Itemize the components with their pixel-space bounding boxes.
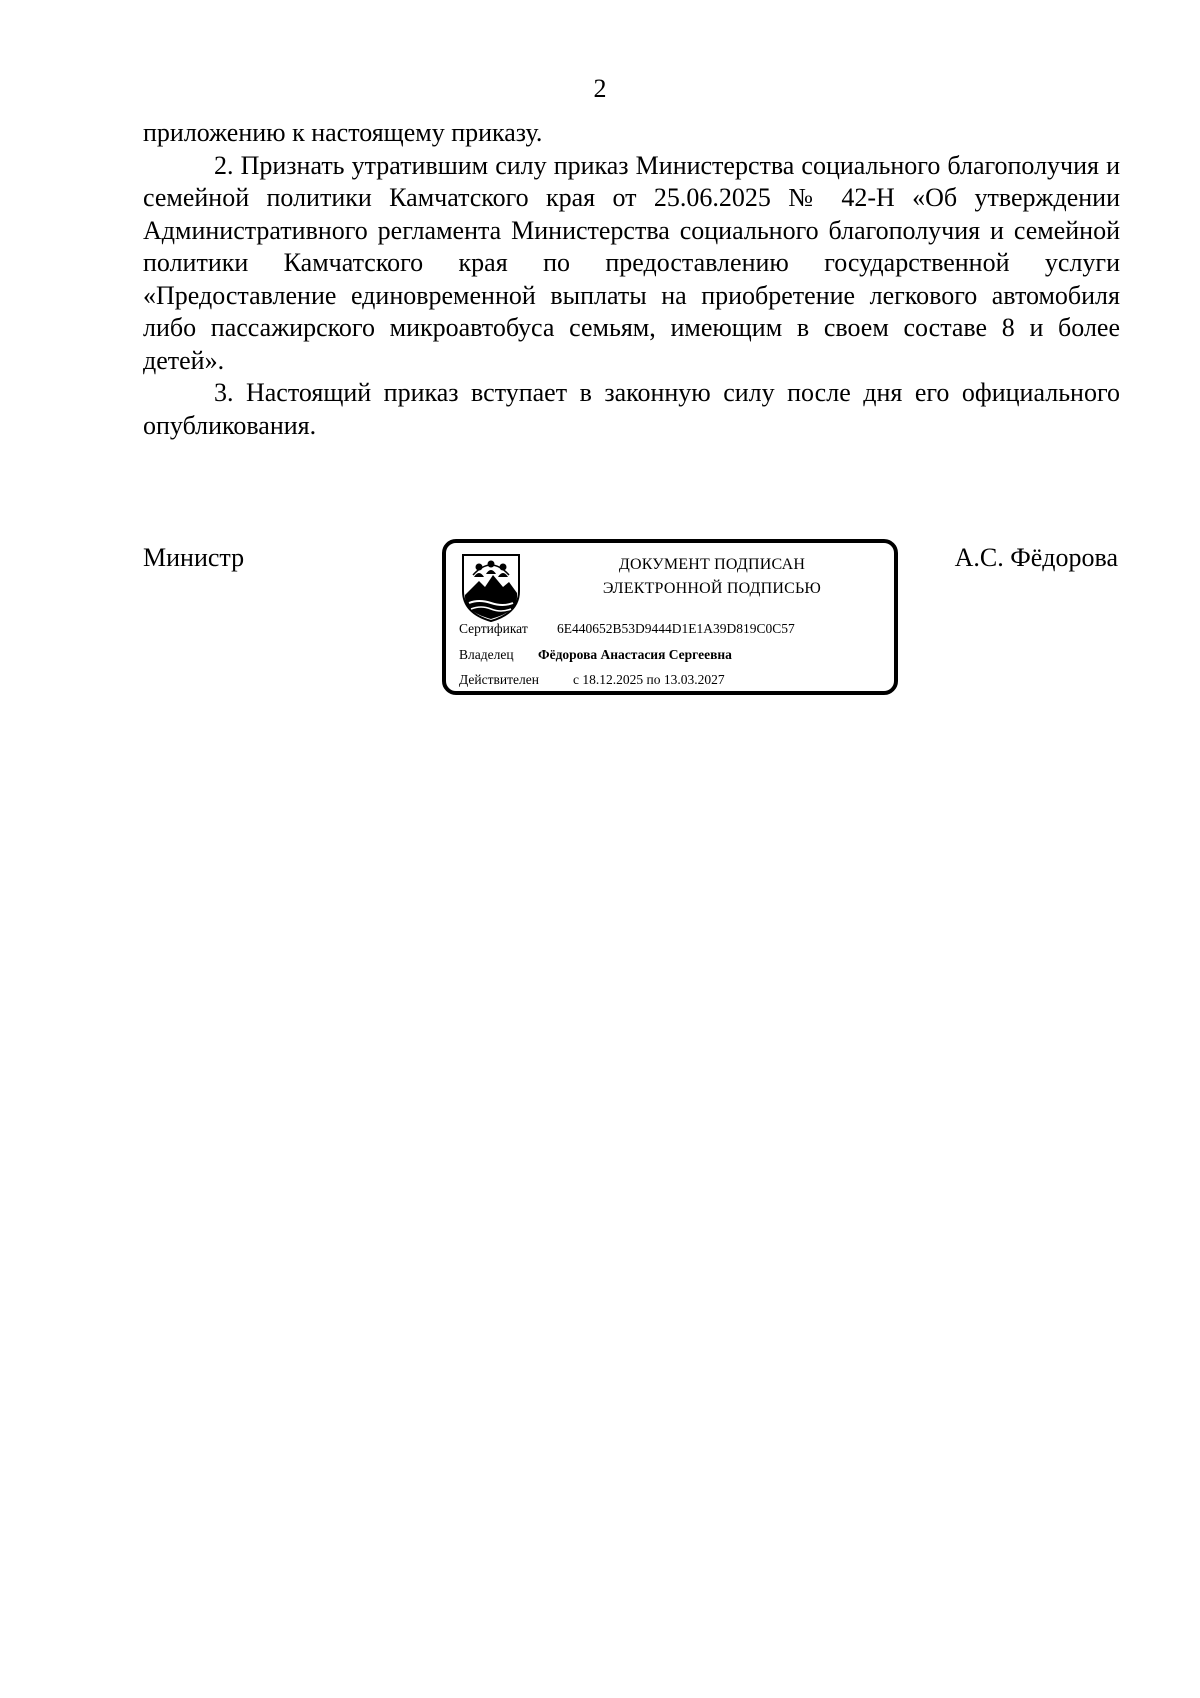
stamp-title-line-2: ЭЛЕКТРОННОЙ ПОДПИСЬЮ: [602, 580, 822, 597]
owner-value: Фёдорова Анастасия Сергеевна: [538, 647, 732, 662]
kamchatka-coat-of-arms-icon: [459, 551, 523, 623]
stamp-validity-row: [459, 671, 725, 689]
validity-label: Действителен: [459, 672, 539, 687]
validity-value: с 18.12.2025 по 13.03.2027: [573, 672, 725, 687]
stamp-owner-row: [459, 646, 732, 664]
paragraph-continuation: приложению к настоящему приказу.: [143, 118, 543, 147]
certificate-value: 6E440652B53D9444D1E1A39D819C0C57: [557, 621, 795, 636]
paragraph-item-3: 3. Настоящий приказ вступает в законную силу после дня его официального опубликования.: [143, 378, 1120, 440]
paragraph-item-2: 2. Признать утратившим силу приказ Министерства социального благополучия и семейной политики Камчатского края от 25.06.2025 № 42-Н «Об утверждении Административного регламента Министерства социального благополучия и семейной политики Камчатского края по предоставлению государственной услуги «Предоставление единовременной выплаты на приобретение легкового автомобиля либо пассажирского микроавтобуса семьям, имеющим в своем составе 8 и более детей».: [143, 150, 1120, 375]
document-body: [143, 117, 1120, 442]
certificate-label: Сертификат: [459, 621, 528, 636]
stamp-title: [542, 553, 882, 601]
stamp-certificate-row: [459, 620, 795, 638]
signatory-name: А.С. Фёдорова: [954, 543, 1118, 572]
owner-label: Владелец: [459, 647, 514, 662]
stamp-title-line-1: ДОКУМЕНТ ПОДПИСАН: [618, 556, 806, 573]
page-number: 2: [593, 74, 607, 103]
electronic-signature-stamp: [442, 539, 898, 695]
signatory-role: Министр: [143, 543, 245, 572]
